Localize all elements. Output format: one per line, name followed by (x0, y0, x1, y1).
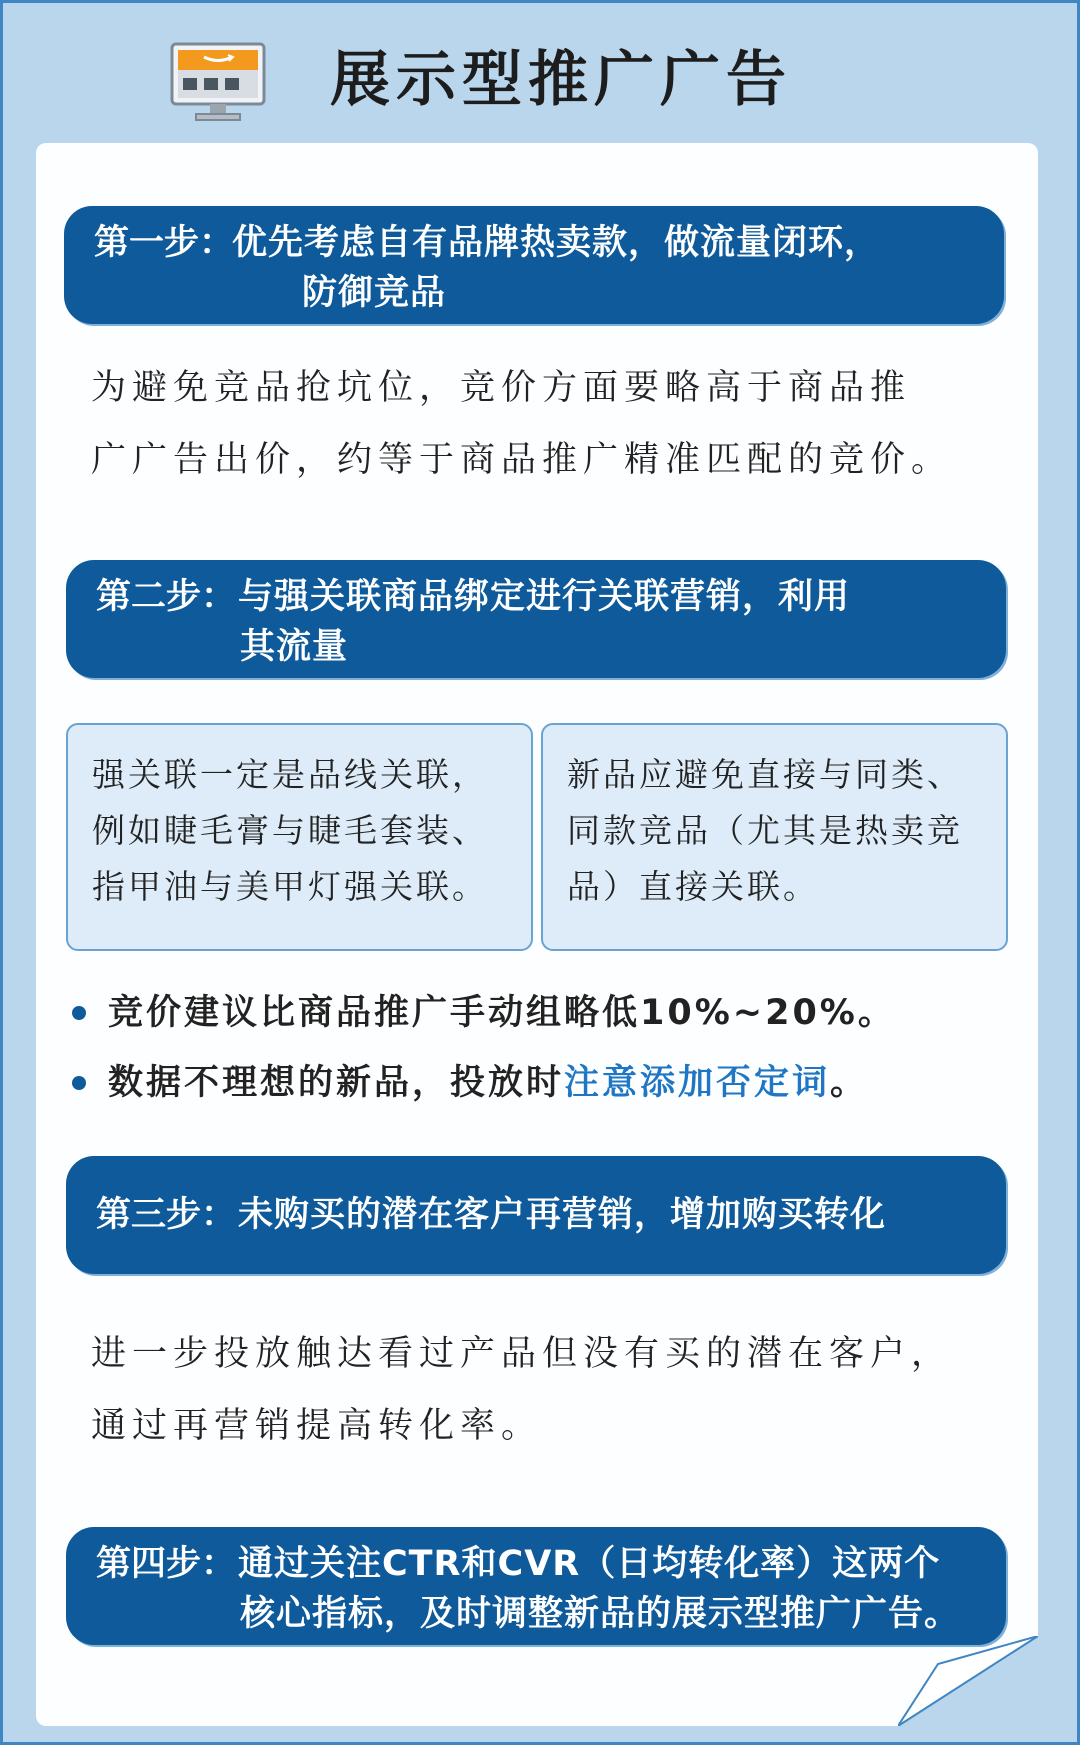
paragraph-line: 为避免竞品抢坑位，竞价方面要略高于商品推 (91, 368, 912, 408)
step-1-line-2: 防御竞品 (302, 273, 447, 313)
step-3-banner (66, 1156, 1006, 1274)
step-4-line-1: 通过关注CTR和CVR（日均转化率）这两个 (238, 1544, 941, 1584)
step-3-prefix: 第三步： (96, 1195, 237, 1235)
step-2-banner (66, 560, 1006, 678)
step-1-description (91, 352, 1021, 496)
bullet-2-plain: 数据不理想的新品，投放时 (108, 1063, 565, 1103)
info-box-right (541, 723, 1008, 951)
step-1-prefix: 第一步： (94, 223, 235, 263)
step-4-line-2: 核心指标，及时调整新品的展示型推广广告。 (240, 1594, 961, 1634)
bullet-text-2 (108, 1058, 868, 1108)
paragraph-line: 通过再营销提高转化率。 (91, 1406, 543, 1446)
paragraph-line: 广广告出价，约等于商品推广精准匹配的竞价。 (91, 440, 953, 480)
step-1-banner (64, 206, 1004, 324)
step-3-description (91, 1318, 1021, 1462)
header (0, 0, 1080, 150)
bullet-2-end: 。 (830, 1063, 869, 1103)
step-3-line-1: 未购买的潜在客户再营销，增加购买转化 (238, 1195, 887, 1235)
bullet-2-highlight: 注意添加否定词 (564, 1063, 831, 1103)
step-2-line-2: 其流量 (240, 627, 349, 667)
box-line: 指甲油与美甲灯强关联。 (92, 867, 488, 906)
monitor-icon (170, 42, 266, 124)
bullet-text-1: 竞价建议比商品推广手动组略低10%~20%。 (108, 993, 896, 1033)
box-line: 品）直接关联。 (567, 867, 819, 906)
page-fold-icon (898, 1636, 1038, 1726)
step-2-line-1: 与强关联商品绑定进行关联营销，利用 (238, 577, 851, 617)
step-4-prefix: 第四步： (96, 1544, 237, 1584)
step-4-banner (66, 1527, 1006, 1645)
box-line: 强关联一定是品线关联， (92, 755, 488, 794)
page-title: 展示型推广广告 (330, 45, 792, 115)
step-1-line-1: 优先考虑自有品牌热卖款，做流量闭环， (232, 223, 881, 263)
step-2-prefix: 第二步： (96, 577, 237, 617)
box-line: 同款竞品（尤其是热卖竞 (567, 811, 963, 850)
paragraph-line: 进一步投放触达看过产品但没有买的潜在客户， (91, 1334, 953, 1374)
bullet-dot-icon (72, 1006, 86, 1020)
box-line: 新品应避免直接与同类、 (567, 755, 963, 794)
box-line: 例如睫毛膏与睫毛套装、 (92, 811, 488, 850)
info-box-left (66, 723, 533, 951)
bullet-dot-icon (72, 1076, 86, 1090)
